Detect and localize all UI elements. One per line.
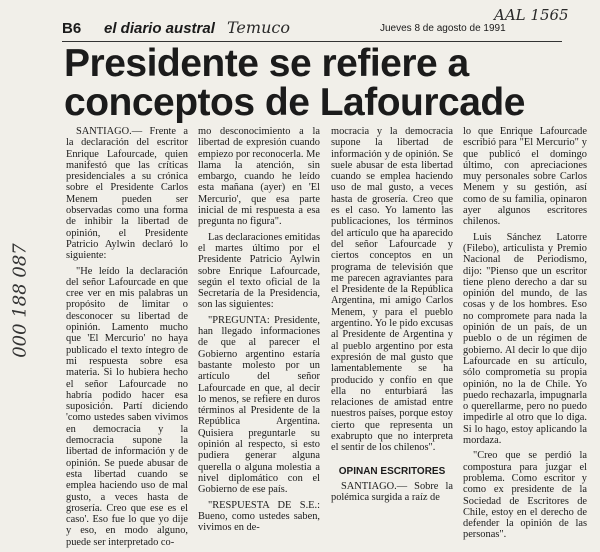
article-column-3 <box>331 126 453 507</box>
paragraph: mo desconocimiento a la libertad de expresión cuando empiezo por reconocerla. Me llama la atención, sin embargo, cuando he leído esta mañana (ayer) en 'El Mercurio', que esa parte inicial de mi respuesta a esa pregunta no figura". <box>198 126 320 228</box>
handwritten-city: Temuco <box>227 18 290 37</box>
paragraph: "Creo que se perdió la compostura para juzgar el problema. Como escritor y como ex presidente de la Sociedad de Escritores de Chile, estoy en el derecho de defender la opinión de las personas". <box>463 450 587 541</box>
issue-date: Jueves 8 de agosto de 1991 <box>380 23 506 34</box>
page-header <box>62 6 572 42</box>
paragraph: "He leído la declaración del señor Lafourcade en que cree ver en mis palabras un propósito de limitar o desconocer su libertad de opinión. Lamento mucho que 'El Mercurio' no haya publicado el texto íntegro de mi respuesta sobre esa materia. Si lo hubiera hecho el señor Lafourcade no habría podido hacer esa suposición. Partí diciendo 'como ustedes saben vivimos en democracia y la democracia supone la libertad de información y de opinión. Se puede abusar de esta libertad cuando se emplea haciendo uso de mal gusto, a veces hasta de grosería. Creo que ese es el caso'. Eso fue lo que yo dije y eso, en modo alguno, puede ser interpretado co- <box>66 265 188 548</box>
article-column-1 <box>66 126 188 552</box>
paragraph: lo que Enrique Lafourcade escribió para "El Mercurio" y que publicó el domingo último, con apreciaciones muy personales sobre Carlos Menem y su gestión, así como de su familia, opinaron ayer algunos escritores chilenos. <box>463 126 587 228</box>
article-column-2 <box>198 126 320 537</box>
paragraph: SANTIAGO.— Sobre la polémica surgida a raíz de <box>331 480 453 503</box>
section-subhead: OPINAN ESCRITORES <box>338 465 446 477</box>
paragraph: Las declaraciones emitidas el martes último por el Presidente Patricio Aylwin sobre Enrique Lafourcade, según el texto oficial de la Secretaría de la Presidencia, son las siguientes: <box>198 231 320 311</box>
handwritten-code: AAL 1565 <box>494 6 569 24</box>
article-column-4 <box>463 126 587 545</box>
paragraph: mocracia y la democracia supone la libertad de información y de opinión. Se suele abusar de esta libertad cuando se emplea haciendo uso de mal gusto, a veces hasta de grosería. Creo que es el caso. Yo lamento las publicaciones, los términos del artículo que ha aparecido del señor Lafourcade y ciertos conceptos en un programa de televisión que me parecen agraviantes para el Presidente de la República Argentina, mi amigo Carlos Menem, y para el pueblo argentino. Yo le pido excusas al Presidente de Argentina y al pueblo argentino por esta expresión de mal gusto que lamentablemente se ha producido y confío en que ella no enturbiará las relaciones de amistad entre nuestros países, porque estoy cierto que representa un exabrupto que no interpreta el sentir de los chilenos". <box>331 126 453 454</box>
side-stamp <box>0 220 40 400</box>
paragraph: Luis Sánchez Latorre (Filebo), articulista y Premio Nacional de Periodismo, dijo: "Pienso que un escritor tiene pleno derecho a dar su opinión del mundo, de las cosas y de los hombres. Eso no compromete para nada la opinión de un país, de un pueblo o de un régimen de gobierno. Al decir lo que dijo Lafourcade en su artículo, sólo comprometía su propia opinión, no la de Chile. Yo puedo rechazarla, impugnarla o querellarme, pero no puedo impedirle al otro que lo diga. Si lo hago, estoy aplicando la mordaza. <box>463 231 587 447</box>
side-stamp-number: 000 188 087 <box>9 243 31 358</box>
page-number: B6 <box>62 20 82 37</box>
publication-name: el diario austral <box>104 20 215 37</box>
paragraph: SANTIAGO.— Frente a la declaración del escritor Enrique Lafourcade, quien manifestó que las críticas presidenciales a su crónica sobre el Presidente Carlos Menem pueden ser observadas como una forma de inhibir la libertad de opinión, el Presidente Patricio Aylwin declaró lo siguiente: <box>66 126 188 262</box>
headline: Presidente se refiere a conceptos de Lafourcade <box>64 42 525 124</box>
paragraph: "RESPUESTA DE S.E.: Bueno, como ustedes saben, vivimos en de- <box>198 499 320 534</box>
paragraph: "PREGUNTA: Presidente, han llegado informaciones de que al parecer el Gobierno argentino estaría bastante molesto por un artículo del señor Lafourcade en que, al decir lo menos, se refiere en duros términos al Presidente de la República Argentina. Quisiera preguntarle su opinión al respecto, si esto pudiera generar alguna querella o alguna molestia a nivel diplomático con el Gobierno de ese país. <box>198 314 320 496</box>
